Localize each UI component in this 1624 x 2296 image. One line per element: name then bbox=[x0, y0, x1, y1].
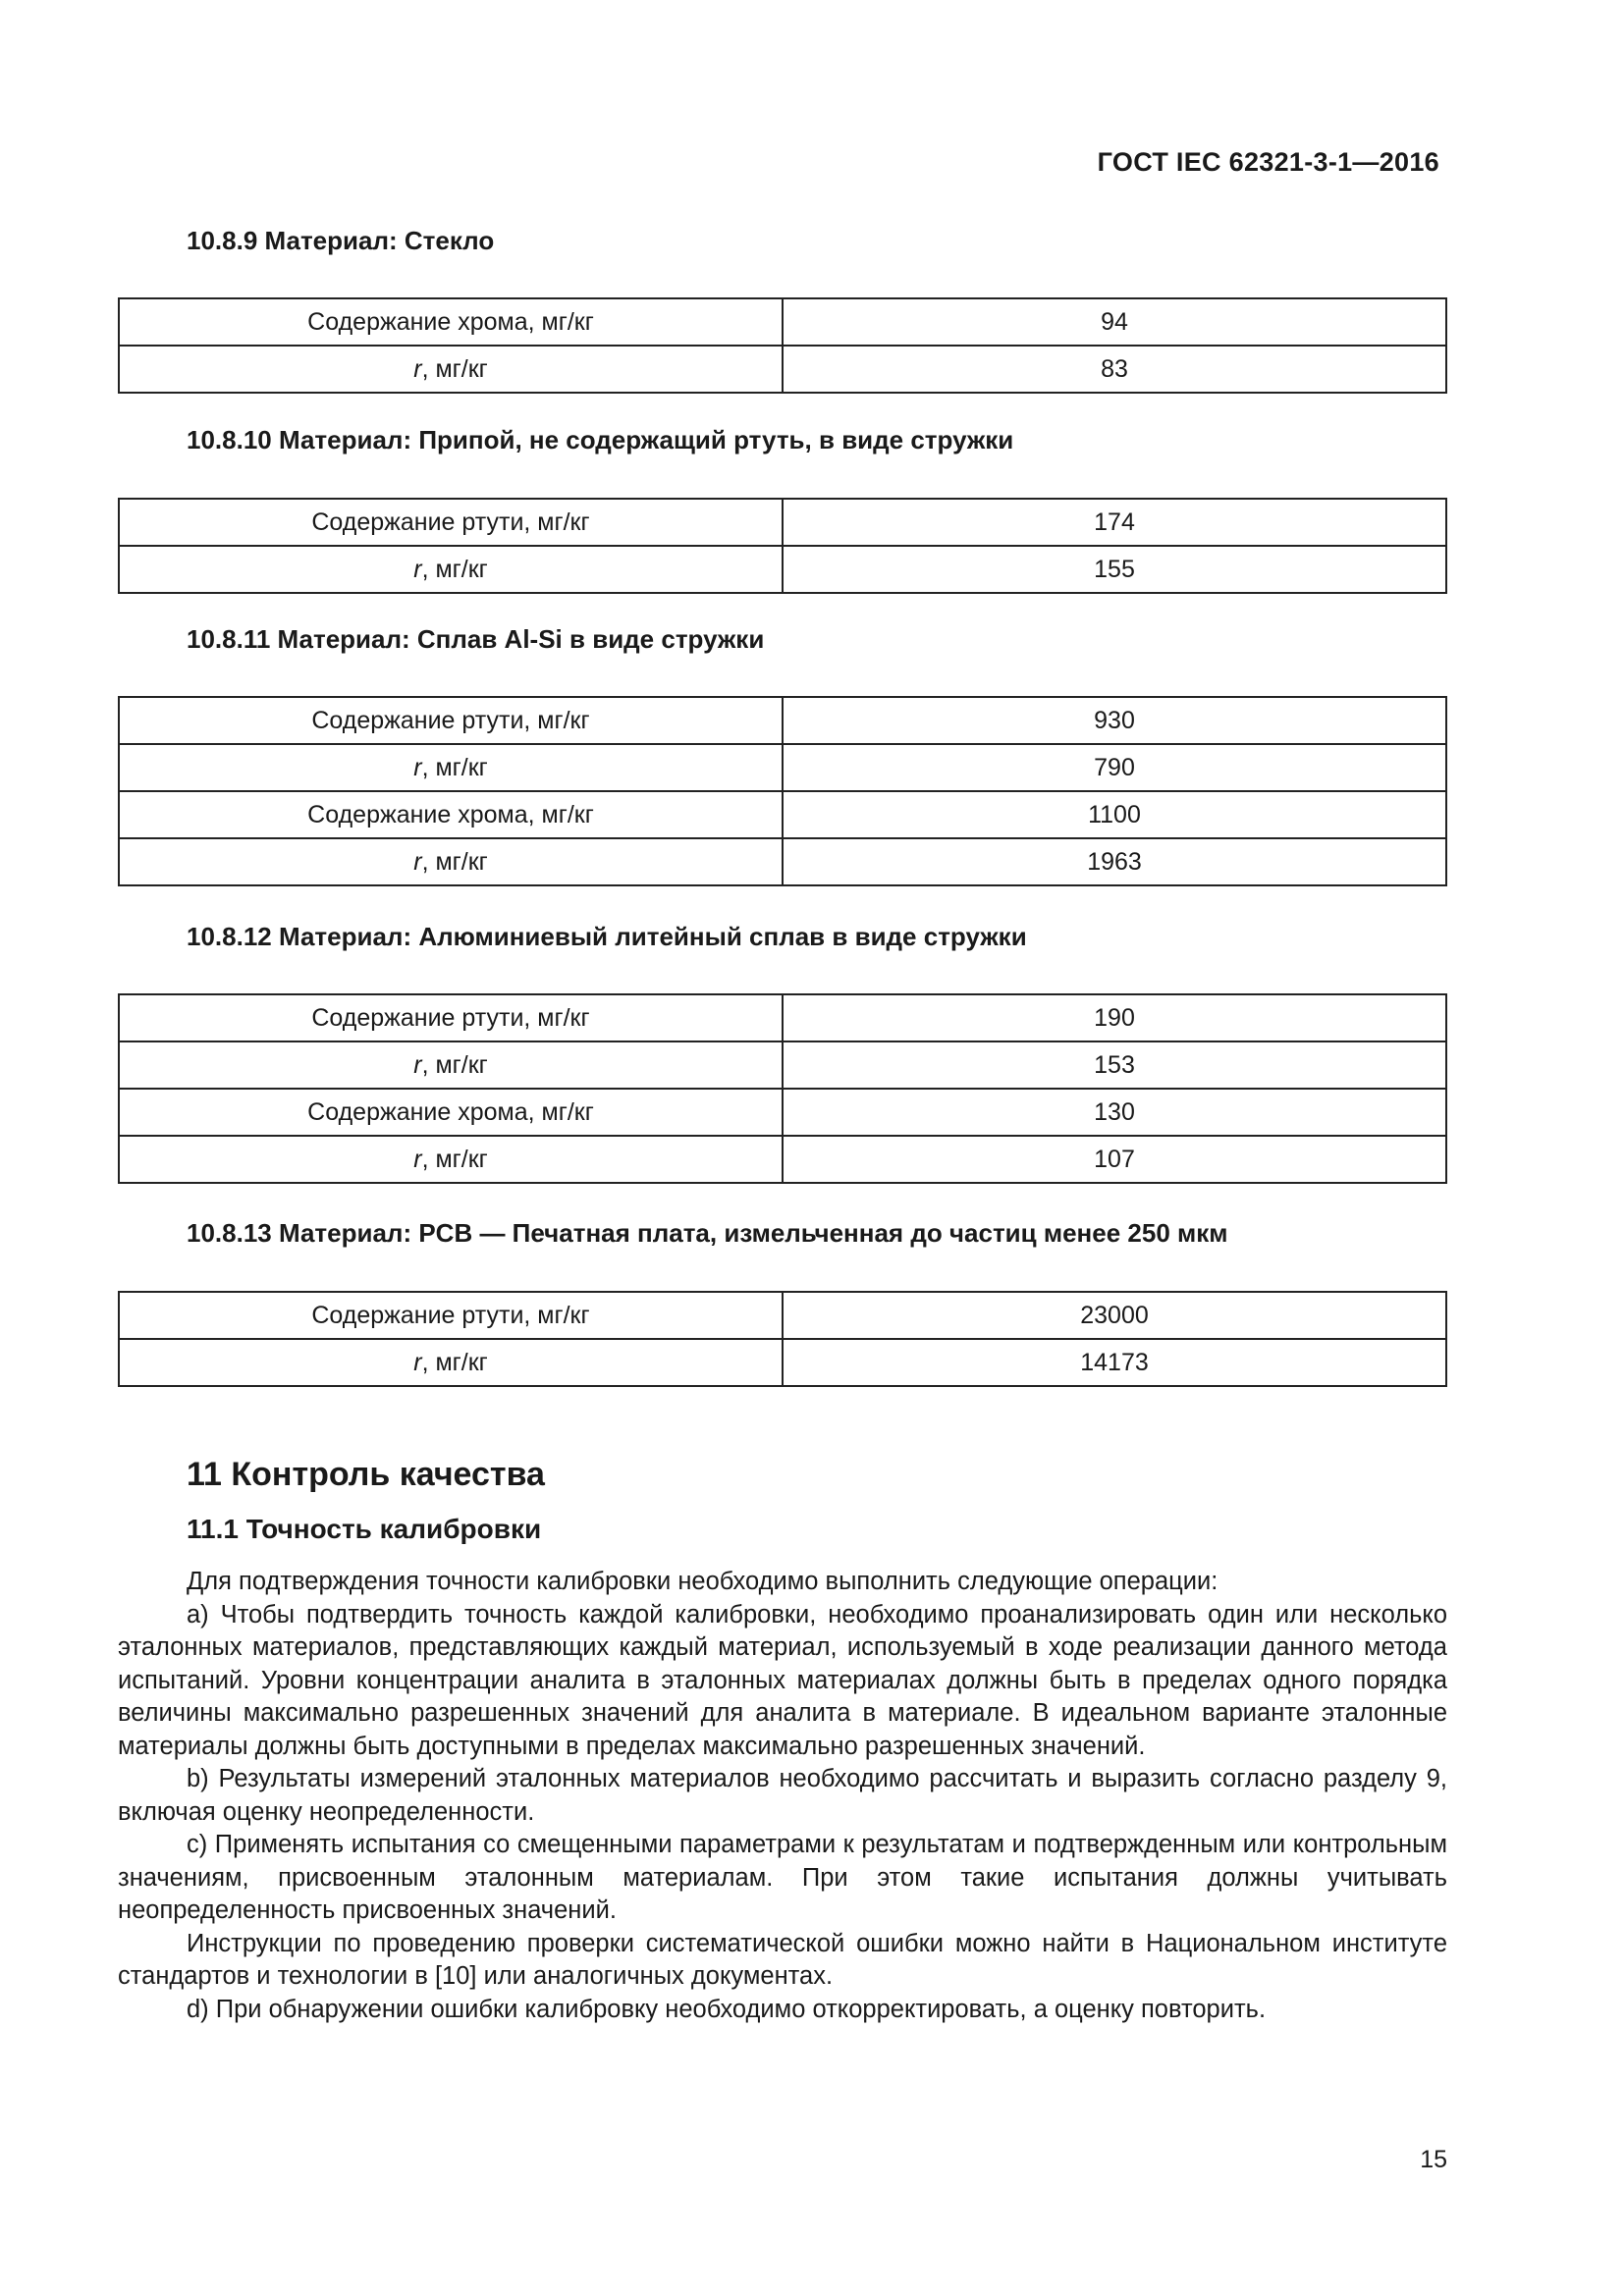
body-text bbox=[118, 1566, 1447, 2026]
table-row bbox=[119, 744, 1446, 791]
table-10-8-12 bbox=[118, 993, 1447, 1184]
section-title-10-8-12: 10.8.12 Материал: Алюминиевый литейный сплав в виде стружки bbox=[187, 922, 1027, 951]
row-label: r, мг/кг bbox=[119, 1339, 783, 1386]
row-label: Содержание ртути, мг/кг bbox=[119, 697, 783, 744]
table-row bbox=[119, 1136, 1446, 1183]
table-row bbox=[119, 1292, 1446, 1339]
row-value: 1963 bbox=[783, 838, 1446, 885]
row-value: 14173 bbox=[783, 1339, 1446, 1386]
row-value: 1100 bbox=[783, 791, 1446, 838]
paragraph: a) Чтобы подтвердить точность каждой калибровки, необходимо проанализировать один или несколько эталонных материалов, представляющих каждый материал, используемый в ходе реализации данного метода испытаний. Уровни концентрации аналита в эталонных материалах должны быть в пределах одного порядка величины максимально разрешенных значений для аналита в материале. В идеальном варианте эталонные материалы должны быть доступными в пределах максимально разрешенных значений. bbox=[118, 1600, 1447, 1760]
table-row bbox=[119, 1339, 1446, 1386]
subsection-heading-11-1: 11.1 Точность калибровки bbox=[187, 1514, 542, 1544]
paragraph: d) При обнаружении ошибки калибровку необходимо откорректировать, а оценку повторить. bbox=[187, 1995, 1267, 2023]
row-value: 107 bbox=[783, 1136, 1446, 1183]
row-label: r, мг/кг bbox=[119, 838, 783, 885]
row-label: r, мг/кг bbox=[119, 744, 783, 791]
section-title-10-8-13: 10.8.13 Материал: PCB — Печатная плата, измельченная до частиц менее 250 мкм bbox=[187, 1218, 1228, 1248]
table-row bbox=[119, 697, 1446, 744]
row-value: 23000 bbox=[783, 1292, 1446, 1339]
paragraph: b) Результаты измерений эталонных материалов необходимо рассчитать и выразить согласно разделу 9, включая оценку неопределенности. bbox=[118, 1765, 1447, 1826]
document-code: ГОСТ IEC 62321-3-1—2016 bbox=[1097, 147, 1439, 177]
paragraph: Инструкции по проведению проверки систематической ошибки можно найти в Национальном институте стандартов и технологии в [10] или аналогичных документах. bbox=[118, 1929, 1447, 1990]
row-value: 155 bbox=[783, 546, 1446, 593]
row-label: Содержание хрома, мг/кг bbox=[119, 1089, 783, 1136]
row-label: r, мг/кг bbox=[119, 1136, 783, 1183]
row-label: Содержание хрома, мг/кг bbox=[119, 298, 783, 346]
table-row bbox=[119, 1089, 1446, 1136]
row-label: Содержание ртути, мг/кг bbox=[119, 994, 783, 1041]
row-value: 930 bbox=[783, 697, 1446, 744]
paragraph: Для подтверждения точности калибровки необходимо выполнить следующие операции: bbox=[187, 1568, 1218, 1595]
row-value: 83 bbox=[783, 346, 1446, 393]
section-title-10-8-11: 10.8.11 Материал: Сплав Al-Si в виде стружки bbox=[187, 624, 765, 654]
row-value: 790 bbox=[783, 744, 1446, 791]
row-label: Содержание ртути, мг/кг bbox=[119, 499, 783, 546]
table-row bbox=[119, 1041, 1446, 1089]
section-title-10-8-9: 10.8.9 Материал: Стекло bbox=[187, 226, 495, 255]
row-value: 174 bbox=[783, 499, 1446, 546]
row-value: 94 bbox=[783, 298, 1446, 346]
table-10-8-10 bbox=[118, 498, 1447, 594]
table-row bbox=[119, 298, 1446, 346]
row-label: r, мг/кг bbox=[119, 546, 783, 593]
paragraph: c) Применять испытания со смещенными параметрами к результатам и подтвержденным или контрольным значениям, присвоенным эталонным материалам. При этом такие испытания должны учитывать неопределенность присвоенных значений. bbox=[118, 1831, 1447, 1924]
table-10-8-9 bbox=[118, 297, 1447, 394]
row-label: Содержание хрома, мг/кг bbox=[119, 791, 783, 838]
row-value: 153 bbox=[783, 1041, 1446, 1089]
table-10-8-11 bbox=[118, 696, 1447, 886]
section-title-10-8-10: 10.8.10 Материал: Припой, не содержащий ртуть, в виде стружки bbox=[187, 425, 1014, 454]
table-10-8-13 bbox=[118, 1291, 1447, 1387]
row-value: 130 bbox=[783, 1089, 1446, 1136]
row-label: r, мг/кг bbox=[119, 1041, 783, 1089]
table-row bbox=[119, 499, 1446, 546]
table-row bbox=[119, 994, 1446, 1041]
table-row bbox=[119, 838, 1446, 885]
row-label: Содержание ртути, мг/кг bbox=[119, 1292, 783, 1339]
row-label: r, мг/кг bbox=[119, 346, 783, 393]
section-heading-11: 11 Контроль качества bbox=[187, 1456, 545, 1493]
table-row bbox=[119, 791, 1446, 838]
table-row bbox=[119, 546, 1446, 593]
table-row bbox=[119, 346, 1446, 393]
row-value: 190 bbox=[783, 994, 1446, 1041]
page-number: 15 bbox=[1420, 2146, 1447, 2173]
